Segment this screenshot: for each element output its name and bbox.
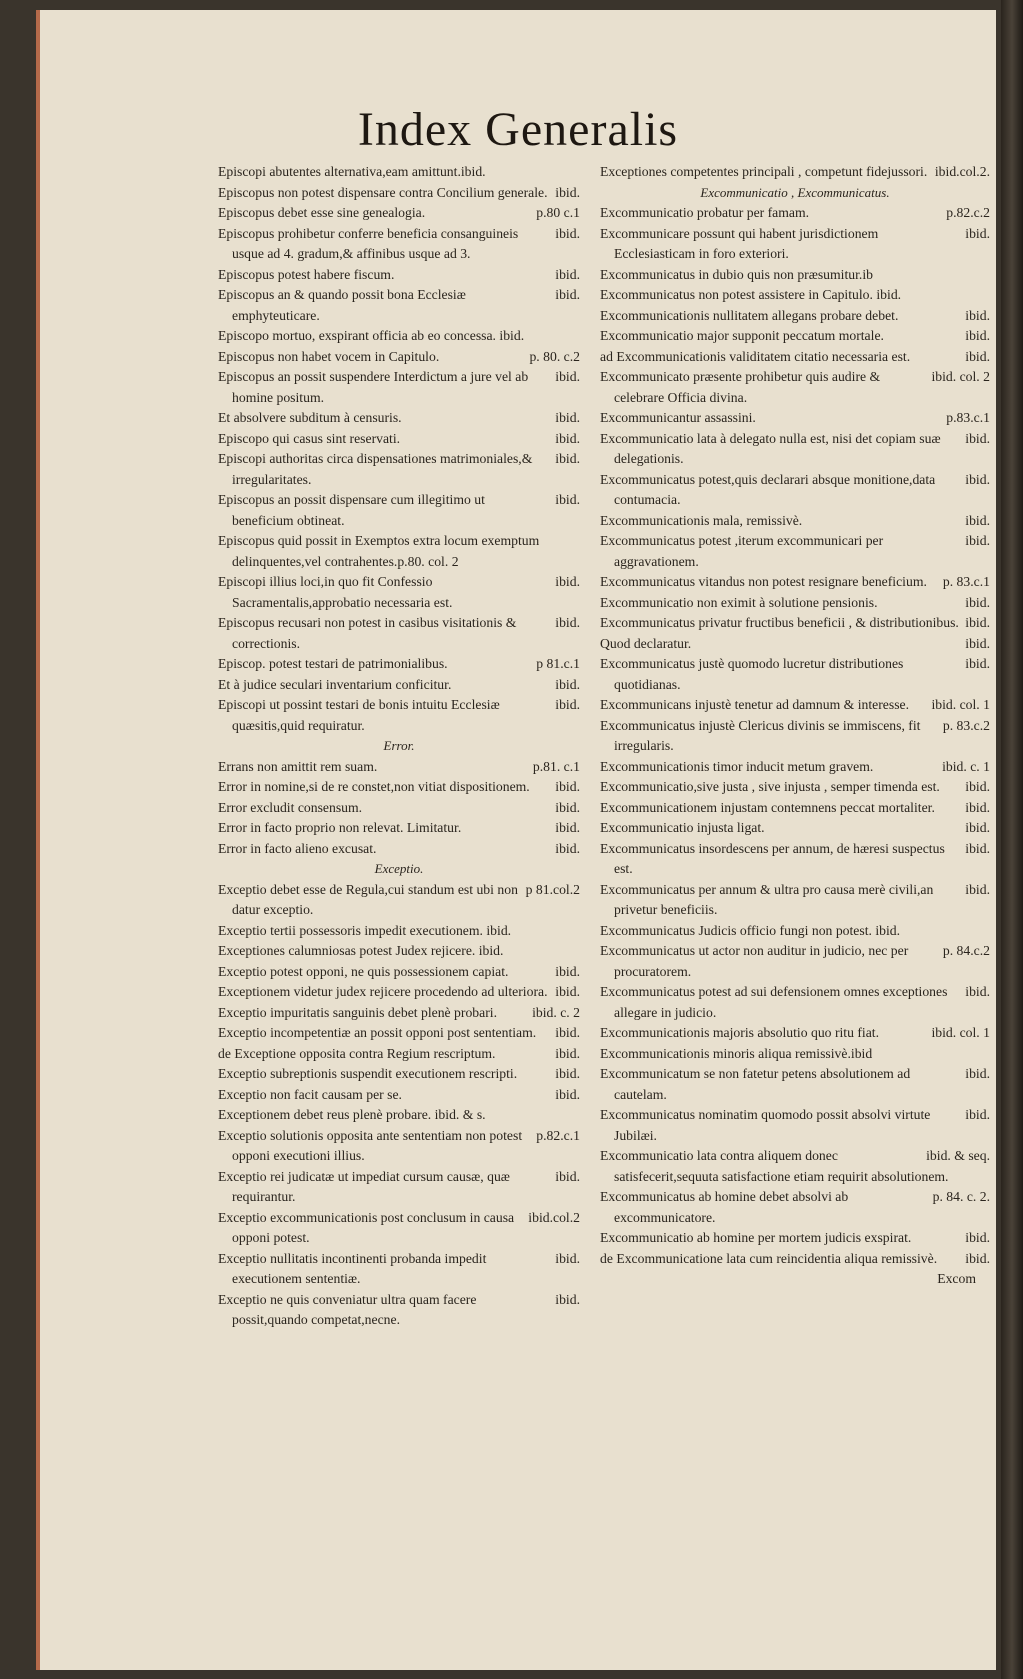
entry-text: Exceptio debet esse de Regula,cui standum est ubi non datur exceptio.: [218, 881, 518, 917]
page-reference: ibid.: [965, 615, 990, 630]
index-entry: [600, 572, 990, 593]
entry-text: Errans non amittit rem suam.: [218, 758, 378, 774]
index-entry: [600, 941, 990, 982]
page-title: Index Generalis: [357, 103, 679, 156]
index-entry: [600, 798, 990, 819]
page-reference: ibid.: [555, 1066, 580, 1081]
entry-text: Episcop. potest testari de patrimonialibus.: [218, 656, 448, 671]
page-reference: ibid.: [555, 963, 580, 979]
right-column: [600, 162, 990, 1290]
entry-text: Exceptio subreptionis suspendit executionem rescripti.: [218, 1066, 518, 1081]
index-entry: [600, 285, 990, 306]
page-reference: ibid.: [965, 512, 990, 528]
page-reference: ibid.: [965, 779, 990, 794]
page-reference: ibid.: [555, 492, 580, 507]
index-entry: [600, 326, 990, 347]
entry-text: Episcopus non habet vocem in Capitulo.: [218, 348, 440, 364]
index-entry: [600, 347, 990, 368]
entry-text: Exceptio nullitatis incontinenti probanda impedit executionem sententiæ.: [218, 1250, 487, 1286]
index-entry: [218, 183, 580, 204]
index-entry: [600, 1146, 990, 1187]
entry-text: Excommunicatio major supponit peccatum mortale.: [600, 328, 884, 343]
page-reference: ibid.: [965, 471, 990, 487]
page-reference: ibid. c. 1: [942, 758, 990, 774]
page-reference: ibid.: [965, 307, 990, 323]
index-entry: [218, 1044, 580, 1065]
entry-text: Et absolvere subditum à censuris.: [218, 410, 402, 425]
index-entry: [218, 1023, 580, 1044]
index-entry: [600, 306, 990, 327]
page-reference: p.81. c.1: [532, 758, 580, 774]
page-reference: ibid.: [555, 697, 580, 712]
entry-text: Excommunicatus injustè Clericus divinis se immiscens, fit irregularis.: [600, 717, 921, 753]
entry-text: Exceptio tertii possessoris impedit executionem. ibid.: [218, 922, 512, 938]
page-reference: ibid. col. 1: [931, 697, 990, 712]
index-entry: [218, 1126, 580, 1167]
entry-text: Excommunicantur assassini.: [600, 410, 756, 425]
entry-text: Excommunicatus non potest assistere in Capitulo. ibid.: [600, 287, 902, 302]
entry-text: Exceptio ne quis conveniatur ultra quam facere possit,quando competat,necne.: [218, 1291, 477, 1327]
entry-text: Excommunicatus ab homine debet absolvi ab excommunicatore.: [600, 1189, 849, 1225]
page-reference: ibid.: [965, 533, 990, 548]
index-entry: [218, 982, 580, 1003]
index-entry: [600, 695, 990, 716]
page-reference: ibid.: [555, 430, 580, 446]
entry-text: Excommunicatio lata à delegato nulla est, nisi det copiam suæ delegationis.: [600, 430, 941, 466]
page-reference: p. 80. c.2: [529, 348, 580, 364]
entry-text: Episcopus an & quando possit bona Ecclesiæ emphyteuticare.: [218, 287, 466, 323]
index-entry: [218, 429, 580, 450]
entry-text: Excommunicato præsente prohibetur quis audire & celebrare Officia divina.: [600, 369, 881, 405]
index-entry: [218, 1290, 580, 1331]
page-reference: p 81.col.2: [525, 881, 580, 897]
index-entry: [218, 1105, 580, 1126]
index-entry: [600, 716, 990, 757]
index-entry: [600, 367, 990, 408]
page-reference: ibid.: [555, 410, 580, 425]
entry-text: Excommunicatio lata contra aliquem donec satisfecerit,sequuta satisfactione etiam requirit absolutionem.: [600, 1148, 949, 1184]
entry-text: Excommunicatus per annum & ultra pro causa merè civili,an privetur beneficiis.: [600, 881, 934, 917]
entry-text: Excommunicatio,sive justa , sive injusta , semper timenda est.: [600, 779, 940, 794]
page-reference: ibid.col.2.: [934, 164, 990, 179]
index-entry: [600, 203, 990, 224]
index-entry: [600, 757, 990, 778]
entry-text: Excommunicatus in dubio quis non præsumitur.ib: [600, 266, 873, 282]
index-entry: [600, 1105, 990, 1146]
page-reference: ibid.: [965, 799, 990, 815]
entry-text: Excommunicatio injusta ligat.: [600, 820, 765, 835]
page-reference: p. 84.c.2: [942, 943, 990, 958]
index-entry: [600, 1228, 990, 1249]
page-reference: p 81.c.1: [536, 656, 580, 671]
entry-text: de Exceptione opposita contra Regium rescriptum.: [218, 1045, 496, 1061]
index-entry: [600, 408, 990, 429]
page-reference: ibid.: [555, 676, 580, 692]
entry-text: Excommunicatus vitandus non potest resignare beneficium.: [600, 574, 927, 589]
entry-text: Exceptionem debet reus plenè probare. ibid. & s.: [218, 1107, 486, 1122]
index-entry: [218, 613, 580, 654]
entry-text: Exceptio rei judicatæ ut impediat cursum causæ, quæ requirantur.: [218, 1168, 510, 1204]
entry-text: Excommunicatus privatur fructibus beneficii , & distributionibus.: [600, 615, 959, 630]
entry-text: Error excludit consensum.: [218, 799, 363, 815]
page-reference: ibid.: [965, 1107, 990, 1122]
entry-text: Exceptio non facit causam per se.: [218, 1086, 402, 1102]
page-reference: p. 83.c.1: [942, 574, 990, 589]
entry-text: Error in facto proprio non relevat. Limitatur.: [218, 820, 462, 835]
index-entry: [600, 265, 990, 286]
entry-text: Exceptio incompetentiæ an possit opponi post sententiam.: [218, 1025, 537, 1040]
entry-text: Episcopo mortuo, exspirant officia ab eo concessa. ibid.: [218, 328, 525, 343]
index-entry: [218, 203, 580, 224]
entry-text: Episcopus an possit suspendere Interdictum a jure vel ab homine positum.: [218, 369, 529, 405]
index-entry: [600, 1187, 990, 1228]
index-entry: [218, 408, 580, 429]
entry-text: Episcopus debet esse sine genealogia.: [218, 205, 426, 220]
index-entry: [600, 634, 990, 655]
index-entry: [218, 941, 580, 962]
index-entry: [600, 839, 990, 880]
index-entry: [218, 367, 580, 408]
index-entry: [600, 818, 990, 839]
page-reference: ibid.: [965, 984, 990, 999]
page-reference: ibid.: [555, 1168, 580, 1184]
entry-text: Excommunicationis nullitatem allegans probare debet.: [600, 307, 899, 323]
entry-text: Excommunicationem injustam contemnens peccat mortaliter.: [600, 799, 935, 815]
entry-text: Excommunicatus nominatim quomodo possit absolvi virtute Jubilæi.: [600, 1107, 931, 1143]
page-reference: ibid.: [965, 840, 990, 856]
entry-text: Episcopi abutentes alternativa,eam amittunt.ibid.: [218, 164, 486, 179]
index-entry: [218, 347, 580, 368]
page-reference: ibid. col. 1: [931, 1025, 990, 1040]
entry-text: Error in facto alieno excusat.: [218, 840, 377, 856]
page-reference: ibid.: [965, 635, 990, 651]
page-reference: ibid.: [555, 266, 580, 282]
page-reference: ibid.: [965, 348, 990, 364]
page-reference: ibid.: [555, 1025, 580, 1040]
index-entry: [600, 429, 990, 470]
page-reference: ibid.: [965, 430, 990, 446]
entry-text: Episcopus potest habere fiscum.: [218, 266, 395, 282]
index-entry: [218, 675, 580, 696]
page-reference: p. 83.c.2: [942, 717, 990, 733]
entry-text: Excommunicatus potest ,iterum excommunicari per aggravationem.: [600, 533, 884, 569]
index-entry: [218, 1249, 580, 1290]
page-reference: ibid.: [555, 1250, 580, 1266]
entry-text: Excommunicationis mala, remissivè.: [600, 512, 803, 528]
entry-text: Episcopus recusari non potest in casibus visitationis & correctionis.: [218, 615, 517, 651]
page-reference: ibid.: [555, 984, 580, 999]
index-entry: [600, 1249, 990, 1270]
entry-text: Episcopo qui casus sint reservati.: [218, 430, 401, 446]
page-reference: ibid.: [555, 287, 580, 302]
page-reference: p. 84. c. 2.: [932, 1189, 990, 1204]
page-reference: ibid.: [555, 574, 580, 589]
entry-text: Excommunicare possunt qui habent jurisdictionem Ecclesiasticam in foro exteriori.: [600, 225, 879, 261]
page-reference: ibid.: [555, 184, 580, 200]
index-entry: [218, 531, 580, 572]
index-entry: [600, 982, 990, 1023]
entry-text: Exceptionem videtur judex rejicere procedendo ad ulteriora.: [218, 984, 548, 999]
page-reference: ibid. & seq.: [926, 1148, 990, 1163]
index-entry: [600, 613, 990, 634]
page-reference: ibid.: [555, 615, 580, 630]
book-binding: [1001, 0, 1023, 1679]
entry-text: Error in nomine,si de re constet,non vitiat dispositionem.: [218, 779, 530, 794]
index-entry: [218, 1064, 580, 1085]
page-reference: ibid.: [965, 225, 990, 241]
index-entry: [600, 880, 990, 921]
index-entry: [218, 880, 580, 921]
page-reference: ibid.: [965, 1230, 990, 1245]
entry-text: Excommunicatus ut actor non auditur in judicio, nec per procuratorem.: [600, 943, 909, 979]
entry-text: Excommunicans injustè tenetur ad damnum & interesse.: [600, 697, 910, 712]
index-entry: [218, 1167, 580, 1208]
entry-text: Excommunicatus insordescens per annum, de hæresi suspectus est.: [600, 840, 945, 876]
index-entry: [218, 757, 580, 778]
index-entry: [218, 224, 580, 265]
left-column: [218, 162, 580, 1331]
entry-text: Excommunicatio probatur per famam.: [600, 205, 810, 220]
index-entry: [600, 777, 990, 798]
index-entry: [600, 224, 990, 265]
entry-text: Exceptio solutionis opposita ante sententiam non potest opponi executioni illius.: [218, 1127, 523, 1163]
section-heading: Error.: [383, 738, 415, 753]
entry-text: Excommunicatus justè quomodo lucretur distributiones quotidianas.: [600, 656, 904, 692]
index-entry: [218, 839, 580, 860]
entry-text: Excommunicatus potest,quis declarari absque monitione,data contumacia.: [600, 471, 936, 507]
section-heading: Excommunicatio , Excommunicatus.: [700, 184, 890, 200]
entry-text: Excommunicationis minoris aliqua remissivè.ibid: [600, 1045, 873, 1061]
index-entry: [600, 1023, 990, 1044]
index-entry: [218, 326, 580, 347]
book-page: [36, 10, 996, 1670]
index-entry: [600, 1044, 990, 1065]
index-entry: [218, 162, 580, 183]
page-reference: ibid.: [965, 881, 990, 897]
entry-text: Excommunicatus potest ad sui defensionem omnes exceptiones allegare in judicio.: [600, 984, 948, 1020]
index-entry: [600, 162, 990, 183]
index-entry: [218, 798, 580, 819]
entry-text: Episcopus prohibetur conferre beneficia consanguineis usque ad 4. gradum,& affinibus usque ad 3.: [218, 225, 519, 261]
index-entry: [600, 654, 990, 695]
index-entry: [218, 654, 580, 675]
index-entry: [218, 695, 580, 736]
page-reference: ibid.: [555, 225, 580, 241]
index-entry: [218, 265, 580, 286]
index-entry: [218, 777, 580, 798]
entry-text: Excommunicatus Judicis officio fungi non potest. ibid.: [600, 922, 901, 938]
entry-text: Excommunicatio non eximit à solutione pensionis.: [600, 594, 878, 610]
entry-text: Exceptio excommunicationis post conclusum in causa opponi potest.: [218, 1209, 515, 1245]
index-entry: [218, 285, 580, 326]
index-entry: [218, 962, 580, 983]
page-reference: p.80 c.1: [536, 205, 580, 220]
catchword: Excom: [937, 1271, 976, 1286]
page-reference: ibid.: [965, 820, 990, 835]
index-entry: [218, 1085, 580, 1106]
index-entry: [218, 921, 580, 942]
entry-text: Quod declaratur.: [600, 635, 692, 651]
page-reference: ibid.: [965, 328, 990, 343]
index-entry: [600, 531, 990, 572]
page-reference: ibid.: [965, 656, 990, 671]
page-reference: ibid.: [555, 1086, 580, 1102]
page-reference: ibid.: [555, 779, 580, 794]
index-entry: [600, 1064, 990, 1105]
index-entry: [218, 490, 580, 531]
page-reference: ibid.: [555, 840, 580, 856]
entry-text: Episcopi authoritas circa dispensationes matrimoniales,& irregularitates.: [218, 451, 533, 487]
entry-text: ad Excommunicationis validitatem citatio necessaria est.: [600, 348, 911, 364]
section-heading: Exceptio.: [374, 861, 424, 876]
index-entry: [218, 1208, 580, 1249]
entry-text: de Excommunicatione lata cum reincidentia aliqua remissivè.: [600, 1250, 938, 1266]
index-entry: [218, 1003, 580, 1024]
entry-text: Excommunicatio ab homine per mortem judicis exspirat.: [600, 1230, 912, 1245]
page-reference: ibid.: [555, 369, 580, 384]
entry-text: Episcopus non potest dispensare contra Concilium generale.: [218, 184, 548, 200]
entry-text: Episcopus an possit dispensare cum illegitimo ut beneficium obtineat.: [218, 492, 485, 528]
page-reference: ibid.: [555, 1291, 580, 1307]
entry-text: Exceptio impuritatis sanguinis debet plenè probari.: [218, 1004, 498, 1020]
page-reference: ibid.: [555, 820, 580, 835]
index-entry: [600, 921, 990, 942]
entry-text: Exceptio potest opponi, ne quis possessionem capiat.: [218, 963, 509, 979]
entry-text: Episcopi ut possint testari de bonis intuitu Ecclesiæ quæsitis,quid requiratur.: [218, 697, 500, 733]
page-reference: ibid. c. 2: [532, 1004, 580, 1020]
entry-text: Episcopus quid possit in Exemptos extra locum exemptum delinquentes,vel contrahentes.p.80. col. 2: [218, 533, 540, 569]
index-entry: [600, 470, 990, 511]
page-reference: ibid.: [965, 1250, 990, 1266]
entry-text: Excommunicatum se non fatetur petens absolutionem ad cautelam.: [600, 1066, 911, 1102]
page-reference: ibid.: [965, 594, 990, 610]
index-entry: [600, 511, 990, 532]
page-reference: p.82.c.1: [536, 1127, 580, 1143]
index-entry: [218, 818, 580, 839]
entry-text: Excommunicationis majoris absolutio quo ritu fiat.: [600, 1025, 880, 1040]
entry-text: Excommunicationis timor inducit metum gravem.: [600, 758, 874, 774]
index-entry: [218, 449, 580, 490]
index-entry: [218, 572, 580, 613]
page-reference: ibid.: [555, 799, 580, 815]
page-reference: p.83.c.1: [946, 410, 990, 425]
page-reference: p.82.c.2: [946, 205, 990, 220]
entry-text: Exceptiones calumniosas potest Judex rejicere. ibid.: [218, 943, 504, 958]
page-reference: ibid.: [555, 1045, 580, 1061]
entry-text: Et à judice seculari inventarium conficitur.: [218, 676, 452, 692]
index-entry: [600, 593, 990, 614]
entry-text: Episcopi illius loci,in quo fit Confessio Sacramentalis,approbatio necessaria est.: [218, 574, 453, 610]
page-reference: ibid.col.2: [528, 1209, 580, 1225]
entry-text: Exceptiones competentes principali , competunt fidejussori.: [600, 164, 928, 179]
page-reference: ibid.: [965, 1066, 990, 1081]
page-reference: ibid.: [555, 451, 580, 466]
page-reference: ibid. col. 2: [931, 369, 990, 384]
